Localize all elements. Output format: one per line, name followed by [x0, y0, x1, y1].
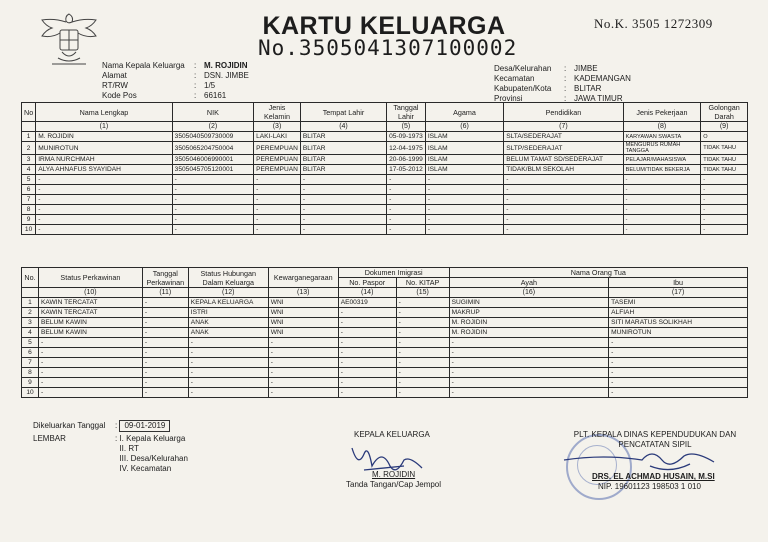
table-cell: PEREMPUAN	[254, 142, 301, 155]
table-cell: WNI	[268, 298, 338, 308]
table-cell: -	[172, 225, 253, 235]
table-cell: TIDAK TAHU	[701, 165, 748, 175]
table-cell: -	[142, 388, 188, 398]
table1-header-row	[22, 103, 748, 122]
table-cell: -	[504, 215, 623, 225]
table-cell: IRMA NURCHMAH	[36, 155, 172, 165]
table-cell: -	[142, 378, 188, 388]
table-cell: 12-04-1975	[387, 142, 426, 155]
table2-col-number: (11)	[142, 288, 188, 298]
lembar-label: LEMBAR	[33, 434, 66, 443]
table-cell: -	[396, 368, 449, 378]
table-cell: -	[425, 195, 503, 205]
table1-col-header: NIK	[172, 103, 253, 122]
table-cell: -	[396, 338, 449, 348]
table-cell: ISLAM	[425, 132, 503, 142]
table-cell: -	[254, 225, 301, 235]
table-cell: O	[701, 132, 748, 142]
family-card-number: No.3505041307100002	[258, 36, 518, 60]
table-cell: -	[623, 175, 701, 185]
kepala-label: Nama Kepala Keluarga	[102, 61, 185, 70]
table-cell: -	[188, 378, 268, 388]
table-cell: 1	[22, 132, 36, 142]
col-status-perkawinan: Status Perkawinan	[38, 268, 142, 288]
table-cell: ISTRI	[188, 308, 268, 318]
table-cell: -	[504, 175, 623, 185]
table-cell: -	[254, 175, 301, 185]
table-cell: 6	[22, 348, 39, 358]
table1-col-header: Pendidikan	[504, 103, 623, 122]
table-cell: PEREMPUAN	[254, 155, 301, 165]
table-cell: -	[142, 328, 188, 338]
table-cell: -	[300, 175, 386, 185]
table-cell: -	[188, 368, 268, 378]
table-cell: -	[36, 185, 172, 195]
table-cell: 3505040509730009	[172, 132, 253, 142]
table1-col-header: Nama Lengkap	[36, 103, 172, 122]
table-cell: -	[425, 205, 503, 215]
col-no-kitap: No. KITAP	[396, 278, 449, 288]
table-cell: SLTP/SEDERAJAT	[504, 142, 623, 155]
col-ayah: Ayah	[449, 278, 609, 288]
table2-header-row	[22, 268, 748, 278]
table-cell: -	[172, 195, 253, 205]
table2-col-number: (10)	[38, 288, 142, 298]
table-cell: ISLAM	[425, 142, 503, 155]
table-cell: MENGURUS RUMAH TANGGA	[623, 142, 701, 155]
table-cell: 5	[22, 175, 36, 185]
table-cell: 9	[22, 378, 39, 388]
col-no-paspor: No. Paspor	[338, 278, 396, 288]
table-cell: -	[188, 358, 268, 368]
table-row	[22, 185, 748, 195]
lembar-item: II. RT	[119, 444, 139, 453]
table-cell: -	[609, 368, 748, 378]
col-tanggal-perkawinan: Tanggal Perkawinan	[142, 268, 188, 288]
table-cell: -	[449, 378, 609, 388]
kepala-value: M. ROJIDIN	[204, 61, 248, 70]
rtrw-value: 1/5	[204, 81, 216, 90]
kecamatan-label: Kecamatan	[494, 74, 535, 83]
family-info-right: Desa/Kelurahan : JIMBE Kecamatan : KADEMANGAN Kabupaten/Kota : BLITAR Provinsi : JAWA TIMUR	[494, 64, 631, 103]
table-cell: -	[387, 185, 426, 195]
table-cell: WNI	[268, 318, 338, 328]
table-cell: -	[449, 368, 609, 378]
table1-col-header: Jenis Pekerjaan	[623, 103, 701, 122]
table-cell: -	[268, 348, 338, 358]
table-cell: -	[338, 378, 396, 388]
table-cell: 3505065204750004	[172, 142, 253, 155]
table1-col-number: (6)	[425, 122, 503, 132]
table-cell: -	[387, 175, 426, 185]
table-row	[22, 308, 748, 318]
family-members-table	[21, 102, 748, 235]
table-cell: BLITAR	[300, 165, 386, 175]
table-cell: 4	[22, 165, 36, 175]
table-cell: 7	[22, 195, 36, 205]
table-cell: -	[396, 358, 449, 368]
table-cell: BELUM KAWIN	[38, 328, 142, 338]
table-cell: -	[338, 308, 396, 318]
table-row	[22, 338, 748, 348]
table-cell: -	[172, 215, 253, 225]
table-cell: WNI	[268, 328, 338, 338]
table1-col-number: (9)	[701, 122, 748, 132]
table2-col-number: (16)	[449, 288, 609, 298]
table-cell: PEREMPUAN	[254, 165, 301, 175]
table-cell: ISLAM	[425, 165, 503, 175]
table2-col-number: (12)	[188, 288, 268, 298]
table-cell: -	[449, 338, 609, 348]
table-cell: -	[609, 358, 748, 368]
table2-col-number: (15)	[396, 288, 449, 298]
table-cell: KARYAWAN SWASTA	[623, 132, 701, 142]
kabupaten-value: BLITAR	[574, 84, 602, 93]
table-cell: BLITAR	[300, 132, 386, 142]
table-cell: 3505045705120001	[172, 165, 253, 175]
desa-value: JIMBE	[574, 64, 598, 73]
table-cell: -	[338, 358, 396, 368]
col-status-hubungan: Status Hubungan Dalam Keluarga	[188, 268, 268, 288]
table-cell: -	[300, 185, 386, 195]
table-cell: 10	[22, 225, 36, 235]
table-cell: -	[188, 388, 268, 398]
table-cell: 8	[22, 205, 36, 215]
lembar-item: I. Kepala Keluarga	[119, 434, 186, 443]
lembar-list	[119, 434, 187, 474]
table-cell: -	[396, 378, 449, 388]
table-cell: TASEMI	[609, 298, 748, 308]
table-cell: -	[623, 225, 701, 235]
table-cell: -	[338, 328, 396, 338]
table1-col-header: Golongan Darah	[701, 103, 748, 122]
table-cell: M. ROJIDIN	[449, 318, 609, 328]
table1-col-number: (3)	[254, 122, 301, 132]
table-cell: -	[338, 348, 396, 358]
table-cell: -	[172, 185, 253, 195]
table-cell: TIDAK TAHU	[701, 142, 748, 155]
table-cell: -	[188, 348, 268, 358]
table-cell: -	[387, 225, 426, 235]
table-cell: -	[142, 358, 188, 368]
table1-number-row	[22, 122, 748, 132]
table2-col-number	[22, 288, 39, 298]
provinsi-value: JAWA TIMUR	[574, 94, 623, 103]
table-cell: ALFIAH	[609, 308, 748, 318]
table-cell: -	[38, 348, 142, 358]
col-nama-orang-tua: Nama Orang Tua	[449, 268, 747, 278]
table1-col-number: (5)	[387, 122, 426, 132]
table-cell: LAKI-LAKI	[254, 132, 301, 142]
table-row	[22, 175, 748, 185]
table-cell: -	[338, 368, 396, 378]
table1-col-number: (1)	[36, 122, 172, 132]
table-row	[22, 378, 748, 388]
table-cell: -	[338, 388, 396, 398]
table-cell: 8	[22, 368, 39, 378]
col-kewarganegaraan: Kewarganegaraan	[268, 268, 338, 288]
table-cell: -	[38, 358, 142, 368]
lembar-item: III. Desa/Kelurahan	[119, 454, 188, 463]
table-cell: -	[38, 368, 142, 378]
table-cell: -	[609, 348, 748, 358]
table-cell: -	[254, 185, 301, 195]
table2-number-row	[22, 288, 748, 298]
table-cell: -	[701, 215, 748, 225]
col-no: No.	[22, 268, 39, 288]
table-cell: -	[623, 215, 701, 225]
table-cell: -	[142, 368, 188, 378]
table-cell: -	[387, 215, 426, 225]
table-row	[22, 298, 748, 308]
table-cell: BELUM KAWIN	[38, 318, 142, 328]
table1-col-number: (4)	[300, 122, 386, 132]
table-cell: -	[425, 175, 503, 185]
table-cell: -	[701, 225, 748, 235]
table1-col-header: No	[22, 103, 36, 122]
table1-col-header: Tempat Lahir	[300, 103, 386, 122]
table-cell: -	[142, 348, 188, 358]
table-cell: BELUM/TIDAK BEKERJA	[623, 165, 701, 175]
table-cell: -	[701, 195, 748, 205]
table-cell: -	[142, 338, 188, 348]
table-cell: -	[300, 225, 386, 235]
table1-col-number: (2)	[172, 122, 253, 132]
table-cell: -	[425, 185, 503, 195]
table-cell: BELUM TAMAT SD/SEDERAJAT	[504, 155, 623, 165]
table1-col-number: (7)	[504, 122, 623, 132]
table-cell: ANAK	[188, 328, 268, 338]
table-cell: -	[449, 348, 609, 358]
table-row	[22, 388, 748, 398]
table-row	[22, 318, 748, 328]
table-cell: -	[38, 388, 142, 398]
table-cell: 10	[22, 388, 39, 398]
table-cell: 20-06-1999	[387, 155, 426, 165]
table-cell: KEPALA KELUARGA	[188, 298, 268, 308]
table-cell: KAWIN TERCATAT	[38, 298, 142, 308]
table-cell: MUNIROTUN	[36, 142, 172, 155]
table-cell: MUNIROTUN	[609, 328, 748, 338]
document-title: KARTU KELUARGA	[262, 12, 506, 40]
table-cell: -	[623, 185, 701, 195]
table-cell: M. ROJIDIN	[449, 328, 609, 338]
table-cell: 05-09-1973	[387, 132, 426, 142]
kepala-caption: Tanda Tangan/Cap Jempol	[346, 480, 442, 489]
col-dokumen-imigrasi: Dokumen Imigrasi	[338, 268, 449, 278]
table-cell: 1	[22, 298, 39, 308]
table-cell: -	[338, 338, 396, 348]
issued-label: Dikeluarkan Tanggal	[33, 421, 106, 430]
table-cell: -	[609, 378, 748, 388]
table-cell: -	[701, 185, 748, 195]
table-cell: 3	[22, 318, 39, 328]
table-cell: -	[36, 215, 172, 225]
table1-col-number	[22, 122, 36, 132]
table-cell: -	[504, 225, 623, 235]
lembar-item: IV. Kecamatan	[119, 464, 172, 473]
table2-col-number: (13)	[268, 288, 338, 298]
rtrw-label: RT/RW	[102, 81, 128, 90]
table-cell: -	[504, 185, 623, 195]
alamat-label: Alamat	[102, 71, 127, 80]
table-cell: -	[268, 368, 338, 378]
table1-col-header: Agama	[425, 103, 503, 122]
table-cell: 5	[22, 338, 39, 348]
table-cell: ISLAM	[425, 155, 503, 165]
table-cell: ALYA AHNAFUS SYAYIDAH	[36, 165, 172, 175]
provinsi-label: Provinsi	[494, 94, 523, 103]
table-cell: 17-05-2012	[387, 165, 426, 175]
table-cell: -	[38, 338, 142, 348]
table-cell: -	[300, 215, 386, 225]
table-cell: -	[36, 195, 172, 205]
table-cell: -	[36, 175, 172, 185]
table-row	[22, 142, 748, 155]
serial-number: No.K. 3505 1272309	[594, 16, 713, 31]
table-cell: TIDAK TAHU	[701, 155, 748, 165]
kepala-title: KEPALA KELUARGA	[354, 430, 430, 439]
table-row	[22, 328, 748, 338]
table-cell: -	[38, 378, 142, 388]
official-title-line1: PLT. KEPALA DINAS KEPENDUDUKAN DAN	[573, 430, 737, 439]
table-cell: 2	[22, 308, 39, 318]
table-row	[22, 358, 748, 368]
table1-col-header: Jenis Kelamin	[254, 103, 301, 122]
table-cell: 7	[22, 358, 39, 368]
table-cell: -	[172, 175, 253, 185]
official-name: DRS. EL ACHMAD HUSAIN, M.SI	[592, 472, 715, 481]
family-info-left: Nama Kepala Keluarga : M. ROJIDIN Alamat : DSN. JIMBE RT/RW : 1/5 Kode Pos : 66161	[102, 61, 249, 100]
col-ibu: Ibu	[609, 278, 748, 288]
table-cell: -	[609, 338, 748, 348]
table-cell: -	[268, 388, 338, 398]
table-cell: 4	[22, 328, 39, 338]
kodepos-value: 66161	[204, 91, 227, 100]
table-row	[22, 368, 748, 378]
table-cell: -	[268, 338, 338, 348]
kecamatan-value: KADEMANGAN	[574, 74, 631, 83]
table-cell: 2	[22, 142, 36, 155]
table-cell: -	[268, 358, 338, 368]
table-cell: BLITAR	[300, 155, 386, 165]
table-cell: -	[36, 205, 172, 215]
table-cell: PELAJAR/MAHASISWA	[623, 155, 701, 165]
table-cell: -	[701, 205, 748, 215]
alamat-value: DSN. JIMBE	[204, 71, 249, 80]
table1-col-header: Tanggal Lahir	[387, 103, 426, 122]
table-cell: -	[300, 195, 386, 205]
issue-block: Dikeluarkan Tanggal : 09-01-2019 LEMBAR : I. Kepala Keluarga II. RT III. Desa/Kelurahan IV. Kecamatan	[33, 421, 188, 473]
table-cell: -	[449, 358, 609, 368]
table1-col-number: (8)	[623, 122, 701, 132]
table-cell: -	[396, 298, 449, 308]
table-cell: ANAK	[188, 318, 268, 328]
family-status-table	[21, 267, 748, 398]
table-cell: -	[142, 318, 188, 328]
table-cell: -	[396, 308, 449, 318]
table-cell: AE00319	[338, 298, 396, 308]
table2-col-number: (17)	[609, 288, 748, 298]
table-cell: -	[396, 388, 449, 398]
table-cell: 3505046006990001	[172, 155, 253, 165]
table-cell: BLITAR	[300, 142, 386, 155]
table-cell: TIDAK/BLM SEKOLAH	[504, 165, 623, 175]
table-cell: 9	[22, 215, 36, 225]
table-cell: -	[338, 318, 396, 328]
table-cell: -	[623, 205, 701, 215]
table-cell: -	[449, 388, 609, 398]
table-cell: -	[609, 388, 748, 398]
table-cell: -	[300, 205, 386, 215]
table-cell: -	[254, 205, 301, 215]
kabupaten-label: Kabupaten/Kota	[494, 84, 552, 93]
table-cell: -	[396, 328, 449, 338]
table-cell: SLTA/SEDERAJAT	[504, 132, 623, 142]
table-row	[22, 195, 748, 205]
official-nip: NIP. 19601123 198503 1 010	[598, 482, 701, 491]
kodepos-label: Kode Pos	[102, 91, 137, 100]
issued-date: 09-01-2019	[119, 420, 170, 432]
table-row	[22, 225, 748, 235]
table-cell: -	[504, 195, 623, 205]
table-cell: -	[254, 215, 301, 225]
table-cell: -	[188, 338, 268, 348]
table-row	[22, 348, 748, 358]
table-cell: SITI MARATUS SOLIKHAH	[609, 318, 748, 328]
table-cell: 6	[22, 185, 36, 195]
table-cell: -	[387, 195, 426, 205]
table-row	[22, 215, 748, 225]
table-row	[22, 155, 748, 165]
kepala-name: M. ROJIDIN	[372, 470, 416, 479]
table-cell: -	[268, 378, 338, 388]
table-cell: -	[425, 215, 503, 225]
table-cell: 3	[22, 155, 36, 165]
table-cell: MAKRUP	[449, 308, 609, 318]
table-cell: -	[142, 298, 188, 308]
table-cell: -	[254, 195, 301, 205]
table-cell: -	[623, 195, 701, 205]
table-cell: M. ROJIDIN	[36, 132, 172, 142]
table-cell: -	[172, 205, 253, 215]
table-row	[22, 205, 748, 215]
official-title-line2: PENCATATAN SIPIL	[618, 440, 692, 449]
table-cell: -	[396, 348, 449, 358]
table-cell: WNI	[268, 308, 338, 318]
table-cell: -	[396, 318, 449, 328]
table-cell: -	[142, 308, 188, 318]
table-cell: SUGIMIN	[449, 298, 609, 308]
table-cell: -	[504, 205, 623, 215]
table-row	[22, 165, 748, 175]
table-cell: -	[701, 175, 748, 185]
table-cell: -	[387, 205, 426, 215]
table-row	[22, 132, 748, 142]
table2-col-number: (14)	[338, 288, 396, 298]
table-cell: -	[36, 225, 172, 235]
table-cell: KAWIN TERCATAT	[38, 308, 142, 318]
table-cell: -	[425, 225, 503, 235]
desa-label: Desa/Kelurahan	[494, 64, 552, 73]
